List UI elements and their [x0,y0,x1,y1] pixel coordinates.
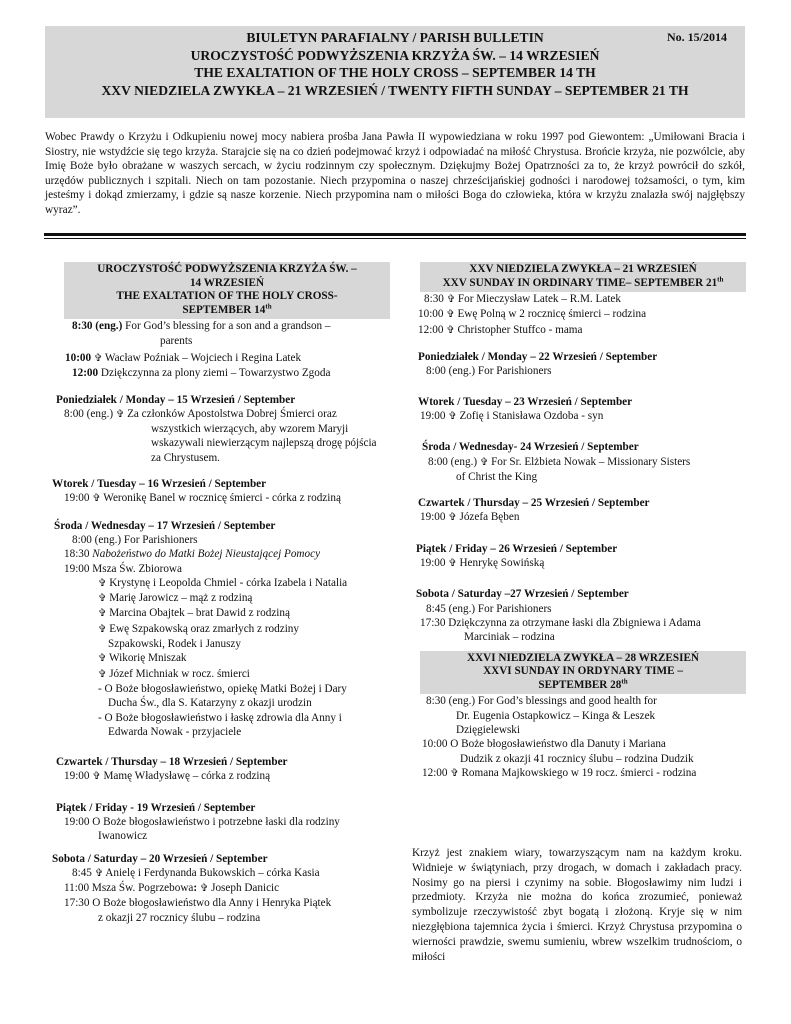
intention-item: ✞ Krystynę i Leopolda Chmiel - córka Izabela i Natalia [98,576,348,589]
day-heading: Środa / Wednesday- 24 Wrzesień / September [422,441,639,454]
day-heading: Sobota / Saturday – 20 Wrzesień / September [52,852,268,865]
sunday-box-line: XXV SUNDAY IN ORDINARY TIME– SEPTEMBER 21th [442,274,724,289]
day-heading: Sobota / Saturday –27 Wrzesień / September [416,588,629,601]
mass-entry: 19:00 ✞ Zofię i Stanisława Ozdoba - syn [420,409,604,422]
mass-entry: 10:00 ✞ Wacław Poźniak – Wojciech i Regina Latek [65,351,302,364]
cross-icon: ✞ [448,512,457,524]
next-sunday-box-line: XXVI NIEDZIELA ZWYKŁA – 28 WRZESIEŃ [467,651,699,664]
cross-icon: ✞ [92,493,101,505]
sunday-box-line: XXV NIEDZIELA ZWYKŁA – 21 WRZESIEŃ [469,263,697,275]
cross-icon: ✞ [446,309,455,321]
cross-icon: ✞ [446,294,456,306]
mass-entry-cont: z okazji 27 rocznicy ślubu – rodzina [98,911,261,924]
feast-box-line: THE EXALTATION OF THE HOLY CROSS- [116,290,338,303]
mass-entry-cont: parents [160,334,193,347]
mass-entry: 18:30 Nabożeństwo do Matki Bożej Nieustającej Pomocy [64,548,321,561]
feast-box-line: UROCZYSTOŚĆ PODWYŻSZENIA KRZYŻA ŚW. – [97,263,357,275]
mass-entry-cont: wszystkich wierzących, aby wzorem Maryji [151,423,349,436]
day-heading: Wtorek / Tuesday – 23 Wrzesień / September [418,395,633,408]
cross-icon: ✞ [98,577,107,589]
intention-item: ✞ Józef Michniak w rocz. śmierci [98,667,250,680]
day-heading: Czwartek / Thursday – 18 Wrzesień / September [56,756,288,769]
cross-icon: ✞ [199,883,209,895]
mass-entry: 19:00 ✞ Józefa Bęben [420,511,520,524]
mass-entry: 19:00 O Boże błogosławieństwo i potrzebne łaski dla rodziny [64,815,340,828]
cross-icon: ✞ [448,558,457,570]
mass-entry: 8:45 (eng.) For Parishioners [426,602,552,615]
next-sunday-box [420,651,746,695]
mass-entry: 11:00 Msza Św. Pogrzebowa: ✞ Joseph Danicic [64,882,280,895]
cross-icon: ✞ [479,456,489,468]
cross-icon: ✞ [115,408,125,420]
feast-box [64,262,390,319]
day-heading: Środa / Wednesday – 17 Wrzesień / September [54,519,276,532]
issue-number: No. 15/2014 [667,30,727,44]
day-heading: Wtorek / Tuesday – 16 Wrzesień / September [52,478,267,491]
next-sunday-box-line: SEPTEMBER 28th [538,676,628,691]
cross-icon: ✞ [450,767,459,779]
left-column [52,262,397,925]
right-column [412,262,757,781]
mass-entry: 17:30 Dziękczynna za otrzymane łaski dla Zbigniewa i Adama [420,616,701,629]
intro-paragraph: Wobec Prawdy o Krzyżu i Odkupieniu nowej mocy nabiera prośba Jana Pawła II wypowiedziana w roku 1997 pod Giewontem: „Umiłowani Bracia i Siostry, nie wstydźcie się tego krzyża. Starajcie się na co dzień podejmować krzyż i odpowiadać na miłość Chrystusa. Brońcie krzyża, nie pozwólcie, aby Imię Boże było obrażane w waszych sercach, w życiu rodzinnym czy społecznym. Dziękujmy Bożej Opatrzności za to, że krzyż powrócił do szkół, urzędów publicznych i szpitali. Niech on tam pozostanie. Niech przypomina o naszej chrześcijańskiej godności i narodowej tożsamości, o tym, kim jesteśmy i dokąd zmierzamy, i gdzie są nasze korzenie. Niech przypomina nam o miłości Boga do człowieka, która w krzyżu znalazła swój najgłębszy wyraz”. [45,131,745,216]
cross-icon: ✞ [98,653,107,665]
mass-entry: 10:00 O Boże błogosławieństwo dla Danuty i Mariana [422,738,666,751]
mass-entry: 19:00 Msza Św. Zbiorowa [64,562,182,575]
mass-entry-cont: Iwanowicz [98,830,148,843]
mass-entry-cont: of Christ the King [456,470,538,483]
cross-icon: ✞ [94,867,104,879]
intention-item-cont: Ducha Św., dla S. Katarzyny z okazji urodzin [108,697,312,710]
cross-icon: ✞ [98,668,107,680]
bulletin-header [45,26,745,118]
header-line-feast-en: THE EXALTATION OF THE HOLY CROSS – SEPTEMBER 14 TH [194,65,596,80]
intention-item-cont: Edwarda Nowak - przyjaciele [108,725,242,738]
day-heading: Piątek / Friday - 19 Wrzesień / September [56,801,256,814]
mass-entry: 19:00 ✞ Mamę Władysławę – córka z rodziną [64,770,271,783]
day-heading: Czwartek / Thursday – 25 Wrzesień / September [418,497,650,510]
mass-entry-cont: Marciniak – rodzina [464,631,555,644]
cross-icon: ✞ [93,352,103,364]
mass-entry: 12:00 ✞ Christopher Stuffco - mama [418,323,583,336]
mass-entry: 8:30 (eng.) For God’s blessing for a son and a grandson – [72,320,331,333]
intention-item: ✞ Marcina Obajtek – brat Dawid z rodziną [98,607,290,620]
mass-entry: 12:00 ✞ Romana Majkowskiego w 19 rocz. śmierci - rodzina [422,766,697,779]
intention-item: - O Boże błogosławieństwo, opiekę Matki Bożej i Dary [98,682,347,695]
closing-paragraph: Krzyż jest znakiem wiary, towarzyszącym nam na każdym kroku. Widnieje w świątyniach, przy drogach, w domach i zakładach pracy. Nosimy go na piersi i czynimy na sobie. Błogosławimy nim ludzi i przedmioty. Krzyża nie można do końca zrozumieć, ponieważ symbolizuje rzeczywistość zbyt bogatą i złożoną. Kryje się w nim niezgłębiona tajemnica życia i śmierci. Krzyż Chrystusa przypomina o wierności prawdzie, swemu sumieniu, wbrew wszelkim trudnościom, o miłości [412,847,742,963]
intention-item: ✞ Marię Jarowicz – mąż z rodziną [98,592,253,605]
mass-entry: 10:00 ✞ Ewę Polną w 2 rocznicę śmierci – rodzina [418,308,647,321]
mass-entry: 8:00 (eng.) For Parishioners [426,365,552,378]
day-heading: Piątek / Friday – 26 Wrzesień / September [416,542,618,555]
divider-thin [44,238,746,239]
mass-entry: 8:30 ✞ For Mieczysław Latek – R.M. Latek [424,293,621,306]
mass-entry: 19:00 ✞ Henrykę Sowińską [420,557,545,570]
mass-entry: 19:00 ✞ Weronikę Banel w rocznicę śmierci - córka z rodziną [64,492,341,505]
cross-icon: ✞ [98,623,107,635]
intention-item-cont: Szpakowski, Rodek i Januszy [108,638,241,651]
sunday-masses [52,319,397,380]
mass-entry: 8:00 (eng.) ✞ For Sr. Elżbieta Nowak – Missionary Sisters [428,455,691,468]
header-line-feast-pl: UROCZYSTOŚĆ PODWYŻSZENIA KRZYŻA ŚW. – 14 WRZESIEŃ [190,47,600,63]
mass-entry: 12:00 Dziękczynna za plony ziemi – Towarzystwo Zgoda [72,367,331,380]
divider-thick [44,233,746,236]
next-sunday-box-line: XXVI SUNDAY IN ORDYNARY TIME – [483,665,683,678]
mass-entry-cont: Dzięgielewski [456,723,520,736]
mass-entry-cont: Dr. Eugenia Ostapkowicz – Kinga & Leszek [456,709,656,722]
cross-icon: ✞ [446,324,455,336]
intention-item: - O Boże błogosławieństwo i łaskę zdrowia dla Anny i [98,711,342,724]
day-heading: Poniedziałek / Monday – 22 Wrzesień / September [418,351,658,364]
mass-entry: 8:45 ✞ Anielę i Ferdynanda Bukowskich – córka Kasia [72,866,320,879]
mass-entry-cont: wskazywali niewierzącym najlepszą drogę pójścia [151,437,377,450]
mass-entry-cont: za Chrystusem. [151,451,220,464]
cross-icon: ✞ [92,771,101,783]
cross-icon: ✞ [98,608,107,620]
day-heading: Poniedziałek / Monday – 15 Wrzesień / September [56,393,296,406]
mass-entry: 8:00 (eng.) For Parishioners [72,533,198,546]
mass-entry: 8:00 (eng.) ✞ Za członków Apostolstwa Dobrej Śmierci oraz [64,407,337,420]
mass-entry: 17:30 O Boże błogosławieństwo dla Anny i Henryka Piątek [64,897,332,910]
intention-item: ✞ Ewę Szpakowską oraz zmarłych z rodziny [98,622,299,635]
intention-item: ✞ Wikorię Mniszak [98,652,187,665]
bulletin-title: BIULETYN PARAFIALNY / PARISH BULLETIN [246,30,544,45]
mass-entry-cont: Dudzik z okazji 41 rocznicy ślubu – rodzina Dudzik [460,752,694,765]
feast-box-line: 14 WRZESIEŃ [189,276,265,289]
sunday-box [420,262,746,292]
cross-icon: ✞ [98,593,107,605]
cross-icon: ✞ [448,410,457,422]
header-line-sunday: XXV NIEDZIELA ZWYKŁA – 21 WRZESIEŃ / TWENTY FIFTH SUNDAY – SEPTEMBER 21 TH [101,82,689,98]
feast-box-line: SEPTEMBER 14th [182,302,272,316]
mass-entry: 8:30 (eng.) For God’s blessings and good health for [426,695,657,708]
